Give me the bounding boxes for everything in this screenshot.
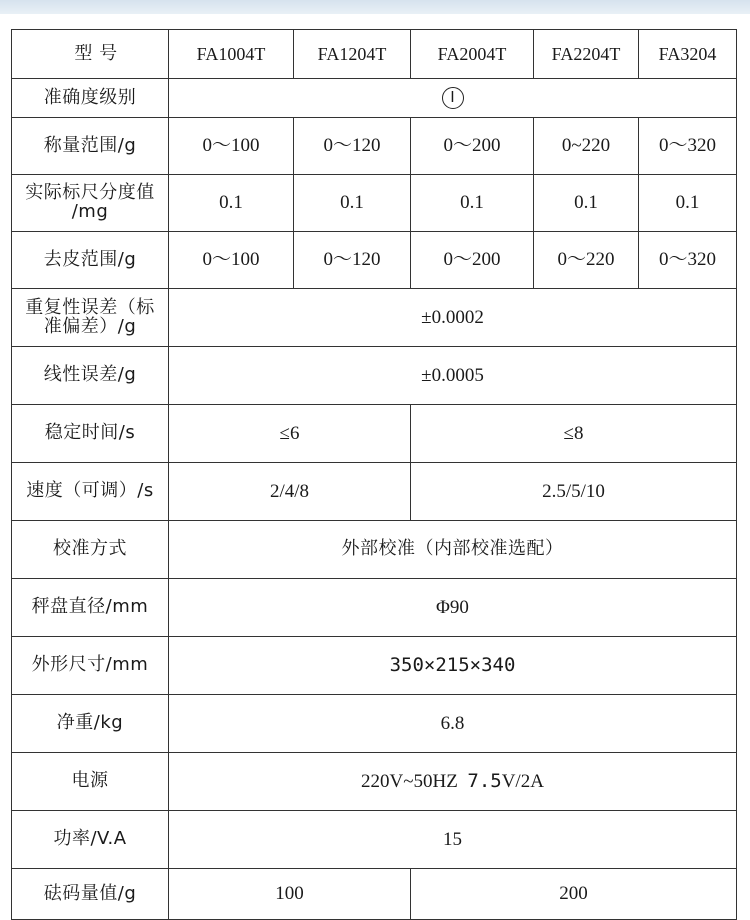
table-row-weight-value bbox=[12, 869, 737, 920]
power-rating-number: 7.5 bbox=[467, 769, 502, 792]
table-cell: ±0.0002 bbox=[169, 289, 737, 347]
table-cell: 100 bbox=[169, 869, 411, 920]
model-cell: FA1204T bbox=[294, 30, 411, 79]
top-header-band bbox=[0, 0, 750, 14]
row-label: 线性误差/g bbox=[12, 347, 169, 405]
row-label-line1: 实际标尺分度值 bbox=[25, 182, 155, 204]
table-cell: 0～120 bbox=[294, 118, 411, 175]
table-cell: 200 bbox=[411, 869, 737, 920]
table-row-capacity bbox=[12, 118, 737, 175]
table-cell: 0.1 bbox=[294, 175, 411, 232]
row-label bbox=[12, 175, 169, 232]
table-cell: 0.1 bbox=[639, 175, 737, 232]
accuracy-class-mark: Ⅰ bbox=[442, 87, 464, 109]
table-cell: 2.5/5/10 bbox=[411, 463, 737, 521]
model-header-label: 型 号 bbox=[12, 30, 169, 79]
table-cell: 0.1 bbox=[411, 175, 534, 232]
row-label: 功率/V.A bbox=[12, 811, 169, 869]
row-label-line2: /mg bbox=[71, 201, 109, 222]
table-cell: Φ90 bbox=[169, 579, 737, 637]
table-cell: 0.1 bbox=[169, 175, 294, 232]
table-cell: 0～200 bbox=[411, 118, 534, 175]
table-cell: ≤6 bbox=[169, 405, 411, 463]
table-cell-power-supply bbox=[169, 753, 737, 811]
table-cell: ±0.0005 bbox=[169, 347, 737, 405]
table-row-dimensions bbox=[12, 637, 737, 695]
table-cell: 0～320 bbox=[639, 118, 737, 175]
table-cell: 6.8 bbox=[169, 695, 737, 753]
row-label: 秤盘直径/mm bbox=[12, 579, 169, 637]
table-row-accuracy-class bbox=[12, 79, 737, 118]
table-row-speed bbox=[12, 463, 737, 521]
table-row-division bbox=[12, 175, 737, 232]
table-cell: 0～200 bbox=[411, 232, 534, 289]
table-row-header bbox=[12, 30, 737, 79]
power-rating-unit: V/2A bbox=[501, 770, 544, 792]
row-label: 准确度级别 bbox=[12, 79, 169, 118]
row-label-line2: 准偏差）/g bbox=[43, 315, 137, 337]
table-row-tare-range bbox=[12, 232, 737, 289]
row-label: 外形尺寸/mm bbox=[12, 637, 169, 695]
row-label-line1: 重复性误差（标 bbox=[25, 296, 155, 318]
table-cell: ≤8 bbox=[411, 405, 737, 463]
row-label: 电源 bbox=[12, 753, 169, 811]
table-cell: 15 bbox=[169, 811, 737, 869]
table-row-power bbox=[12, 811, 737, 869]
power-voltage: 220V~50HZ bbox=[361, 770, 458, 792]
table-cell: 0～100 bbox=[169, 118, 294, 175]
table-row-pan-diameter bbox=[12, 579, 737, 637]
row-label: 称量范围/g bbox=[12, 118, 169, 175]
row-label: 去皮范围/g bbox=[12, 232, 169, 289]
row-label: 稳定时间/s bbox=[12, 405, 169, 463]
model-cell: FA3204 bbox=[639, 30, 737, 79]
table-cell: 0.1 bbox=[534, 175, 639, 232]
table-cell: 2/4/8 bbox=[169, 463, 411, 521]
accuracy-class-value bbox=[169, 79, 737, 118]
row-label bbox=[12, 289, 169, 347]
table-row-calibration bbox=[12, 521, 737, 579]
table-row-net-weight bbox=[12, 695, 737, 753]
table-row-repeatability bbox=[12, 289, 737, 347]
model-cell: FA2004T bbox=[411, 30, 534, 79]
table-row-power-supply bbox=[12, 753, 737, 811]
row-label: 砝码量值/g bbox=[12, 869, 169, 920]
table-cell: 0～320 bbox=[639, 232, 737, 289]
row-label: 速度（可调）/s bbox=[12, 463, 169, 521]
table-cell: 0～100 bbox=[169, 232, 294, 289]
row-label: 净重/kg bbox=[12, 695, 169, 753]
model-cell: FA1004T bbox=[169, 30, 294, 79]
specification-table bbox=[11, 29, 737, 920]
model-cell: FA2204T bbox=[534, 30, 639, 79]
table-cell: 0~220 bbox=[534, 118, 639, 175]
table-cell: 0～220 bbox=[534, 232, 639, 289]
table-cell: 0～120 bbox=[294, 232, 411, 289]
table-row-linearity bbox=[12, 347, 737, 405]
table-row-stabilization-time bbox=[12, 405, 737, 463]
row-label: 校准方式 bbox=[12, 521, 169, 579]
table-cell: 外部校准（内部校准选配） bbox=[169, 521, 737, 579]
table-cell: 350×215×340 bbox=[169, 637, 737, 695]
